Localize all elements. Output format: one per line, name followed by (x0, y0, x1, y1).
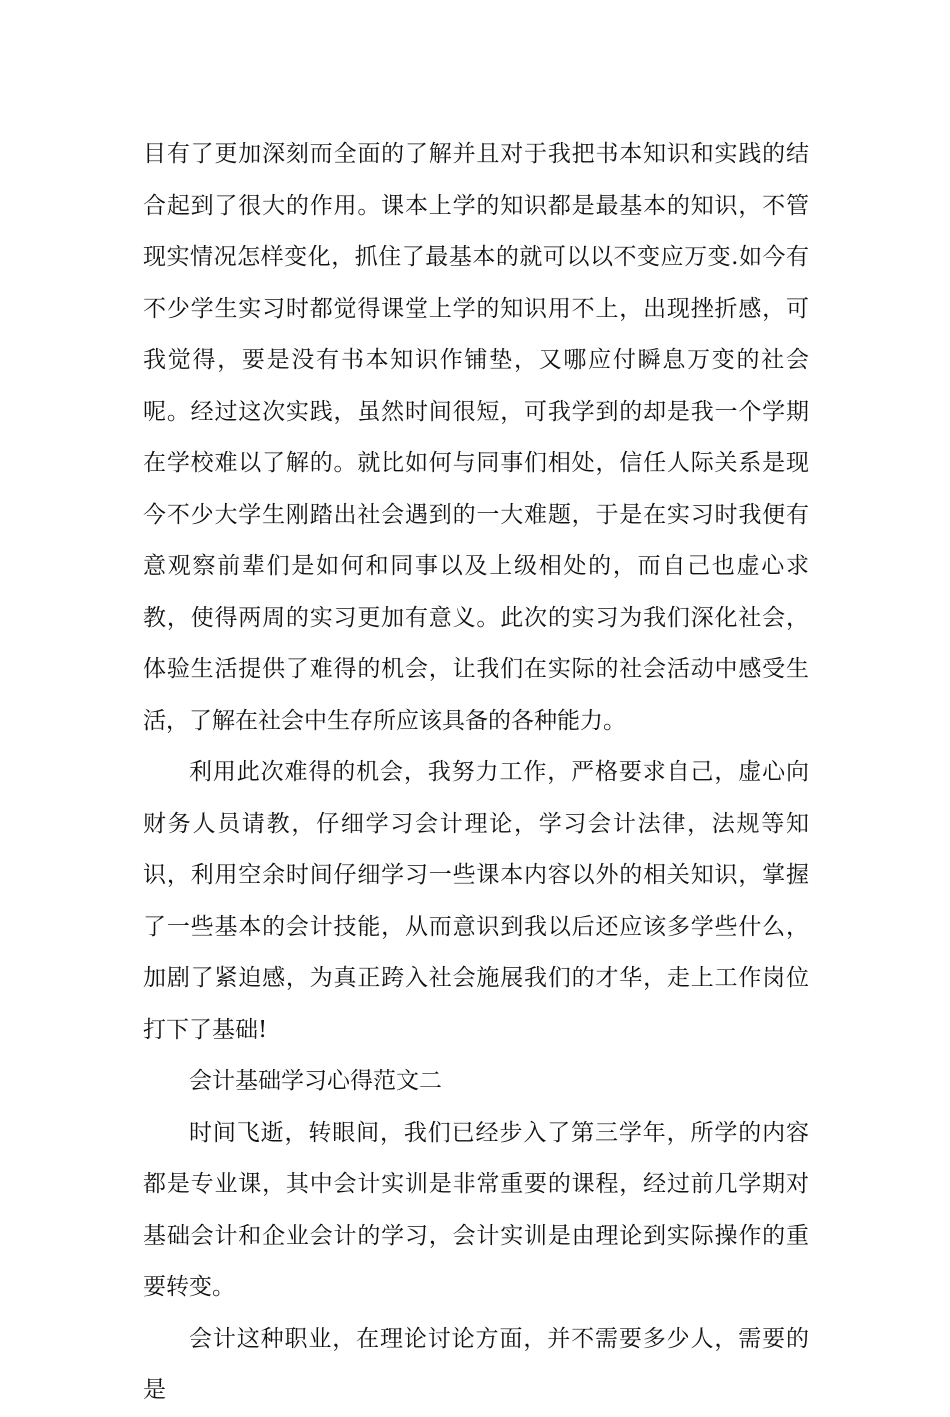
section-heading: 会计基础学习心得范文二 (189, 1068, 442, 1094)
paragraph-learning-effort: 利用此次难得的机会，我努力工作，严格要求自己，虚心向财务人员请教，仔细学习会计理论，学习会计法律，法规等知识，利用空余时间仔细学习一些课本内容以外的相关知识，掌握了一些基本的会计技能，从而意识到我以后还应该多学些什么，加剧了紧迫感，为真正跨入社会施展我们的才华，走上工作岗位打下了基础! (143, 759, 809, 1043)
paragraph-third-year: 时间飞逝，转眼间，我们已经步入了第三学年，所学的内容都是专业课，其中会计实训是非常重要的课程，经过前几学期对基础会计和企业会计的学习，会计实训是由理论到实际操作的重要转变。 (143, 1119, 809, 1300)
document-body (143, 129, 809, 1417)
paragraph-accounting-profession: 会计这种职业，在理论讨论方面，并不需要多少人，需要的是 (143, 1325, 809, 1403)
paragraph-continuation: 目有了更加深刻而全面的了解并且对于我把书本知识和实践的结合起到了很大的作用。课本上学的知识都是最基本的知识，不管现实情况怎样变化，抓住了最基本的就可以以不变应万变.如今有不少学生实习时都觉得课堂上学的知识用不上，出现挫折感，可我觉得，要是没有书本知识作铺垫，又哪应付瞬息万变的社会呢。经过这次实践，虽然时间很短，可我学到的却是我一个学期在学校难以了解的。就比如何与同事们相处，信任人际关系是现今不少大学生刚踏出社会遇到的一大难题，于是在实习时我便有意观察前辈们是如何和同事以及上级相处的，而自己也虚心求教，使得两周的实习更加有意义。此次的实习为我们深化社会，体验生活提供了难得的机会，让我们在实际的社会活动中感受生活，了解在社会中生存所应该具备的各种能力。 (143, 141, 809, 734)
